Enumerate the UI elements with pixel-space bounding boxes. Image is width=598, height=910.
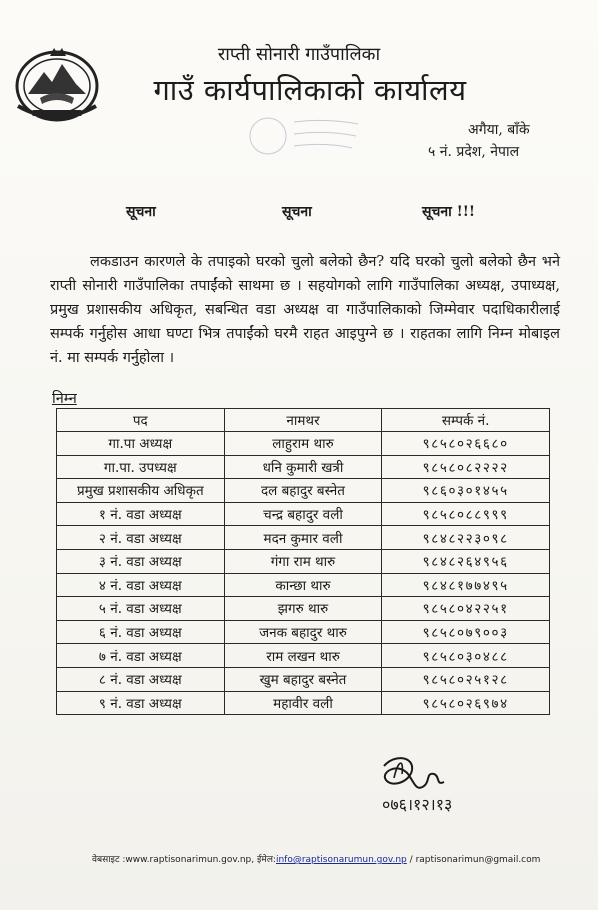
cell-name: राम लखन थारु bbox=[224, 644, 382, 668]
table-row bbox=[57, 455, 550, 479]
footer-email-link[interactable]: info@raptisonarumun.gov.np bbox=[275, 855, 407, 865]
table-row bbox=[57, 549, 550, 573]
cell-name: महावीर वली bbox=[224, 691, 382, 715]
cell-phone: ९८५८०४२२५१ bbox=[382, 597, 550, 621]
footer bbox=[92, 852, 540, 865]
cell-phone: ९८४८२६४९५६ bbox=[382, 549, 550, 573]
cell-phone: ९८५८०३०४८८ bbox=[382, 644, 550, 668]
cell-phone: ९८५८०८८९९९ bbox=[382, 502, 550, 526]
list-label: निम्न bbox=[52, 391, 77, 407]
table-row bbox=[57, 620, 550, 644]
address-line-2: ५ नं. प्रदेश, नेपाल bbox=[428, 144, 520, 160]
cell-phone: ९८६०३०१४५५ bbox=[382, 479, 550, 503]
notice-heading-2: सूचना bbox=[282, 204, 312, 220]
faded-office-stamp bbox=[236, 110, 366, 160]
table-row bbox=[57, 502, 550, 526]
notice-heading-3: सूचना !!! bbox=[422, 204, 476, 220]
cell-phone: ९८५८०२६९७४ bbox=[382, 691, 550, 715]
footer-email-label: ईमेल: bbox=[257, 855, 276, 865]
footer-website-label: वेबसाइट bbox=[92, 855, 120, 865]
cell-phone: ९८४८२२३०९८ bbox=[382, 526, 550, 550]
cell-name: खुम बहादुर बस्नेत bbox=[224, 667, 382, 691]
header-name: नामथर bbox=[224, 409, 382, 432]
cell-phone: ९८५८०८२२२२ bbox=[382, 455, 550, 479]
footer-gmail: raptisonarimun@gmail.com bbox=[415, 855, 541, 865]
header-position: पद bbox=[57, 409, 225, 432]
table-row bbox=[57, 432, 550, 456]
cell-phone: ९८५८०२६६८० bbox=[382, 432, 550, 456]
cell-name: दल बहादुर बस्नेत bbox=[224, 479, 382, 503]
cell-position: गा.पा अध्यक्ष bbox=[57, 432, 225, 456]
table-row bbox=[57, 644, 550, 668]
cell-phone: ९८५८०७९००३ bbox=[382, 620, 550, 644]
cell-position: ५ नं. वडा अध्यक्ष bbox=[57, 597, 225, 621]
cell-position: ७ नं. वडा अध्यक्ष bbox=[57, 644, 225, 668]
table-row bbox=[57, 667, 550, 691]
table-row bbox=[57, 573, 550, 597]
cell-position: गा.पा. उपध्यक्ष bbox=[57, 455, 225, 479]
table-row bbox=[57, 597, 550, 621]
cell-name: धनि कुमारी खत्री bbox=[224, 455, 382, 479]
cell-position: ८ नं. वडा अध्यक्ष bbox=[57, 667, 225, 691]
signature-date: ०७६।१२।१३ bbox=[382, 795, 453, 814]
cell-position: ४ नं. वडा अध्यक्ष bbox=[57, 573, 225, 597]
notice-heading-1: सूचना bbox=[126, 204, 156, 220]
cell-name: मदन कुमार वली bbox=[224, 526, 382, 550]
cell-phone: ९८४८१७७४९५ bbox=[382, 573, 550, 597]
cell-position: ९ नं. वडा अध्यक्ष bbox=[57, 691, 225, 715]
cell-phone: ९८५८०२५१२८ bbox=[382, 667, 550, 691]
footer-website: :www.raptisonarimun.gov.np, bbox=[122, 855, 255, 865]
table-row bbox=[57, 479, 550, 503]
footer-separator: / bbox=[409, 855, 413, 865]
cell-position: २ नं. वडा अध्यक्ष bbox=[57, 526, 225, 550]
cell-name: कान्छा थारु bbox=[224, 573, 382, 597]
cell-name: जनक बहादुर थारु bbox=[224, 620, 382, 644]
address-line-1: अगैया, बाँके bbox=[468, 122, 530, 138]
header-contact: सम्पर्क नं. bbox=[382, 409, 550, 432]
table-row bbox=[57, 526, 550, 550]
cell-position: ३ नं. वडा अध्यक्ष bbox=[57, 549, 225, 573]
cell-name: लाहुराम थारु bbox=[224, 432, 382, 456]
contacts-table bbox=[56, 408, 550, 715]
cell-position: ६ नं. वडा अध्यक्ष bbox=[57, 620, 225, 644]
office-title: गाउँ कार्यपालिकाको कार्यालय bbox=[153, 73, 467, 107]
table-row bbox=[57, 691, 550, 715]
cell-name: गंगा राम थारु bbox=[224, 549, 382, 573]
municipality-name: राप्ती सोनारी गाउँपालिका bbox=[217, 44, 381, 65]
table-header-row bbox=[57, 409, 550, 432]
handwritten-signature bbox=[364, 752, 494, 822]
cell-name: चन्द्र बहादुर वली bbox=[224, 502, 382, 526]
cell-position: प्रमुख प्रशासकीय अधिकृत bbox=[57, 479, 225, 503]
cell-name: झगरु थारु bbox=[224, 597, 382, 621]
notice-paragraph: लकडाउन कारणले के तपाइको घरको चुलो बलेको छैन? यदि घरको चुलो बलेको छैन भने राप्ती सोनारी गाउँपालिका तपाईंको साथमा छ । सहयोगको लागि गाउँपालिका अध्यक्ष, उपाध्यक्ष, प्रमुख प्रशासकीय अधिकृत, सबन्धित वडा अध्यक्ष वा गाउँपालिकाको जिम्मेवार पदाधिकारीलाई सम्पर्क गर्नुहोस आधा घण्टा भित्र तपाईंको घरमै राहत आइपुग्ने छ । राहतका लागि निम्न मोबाइल नं. मा सम्पर्क गर्नुहोला । bbox=[50, 254, 560, 366]
cell-position: १ नं. वडा अध्यक्ष bbox=[57, 502, 225, 526]
